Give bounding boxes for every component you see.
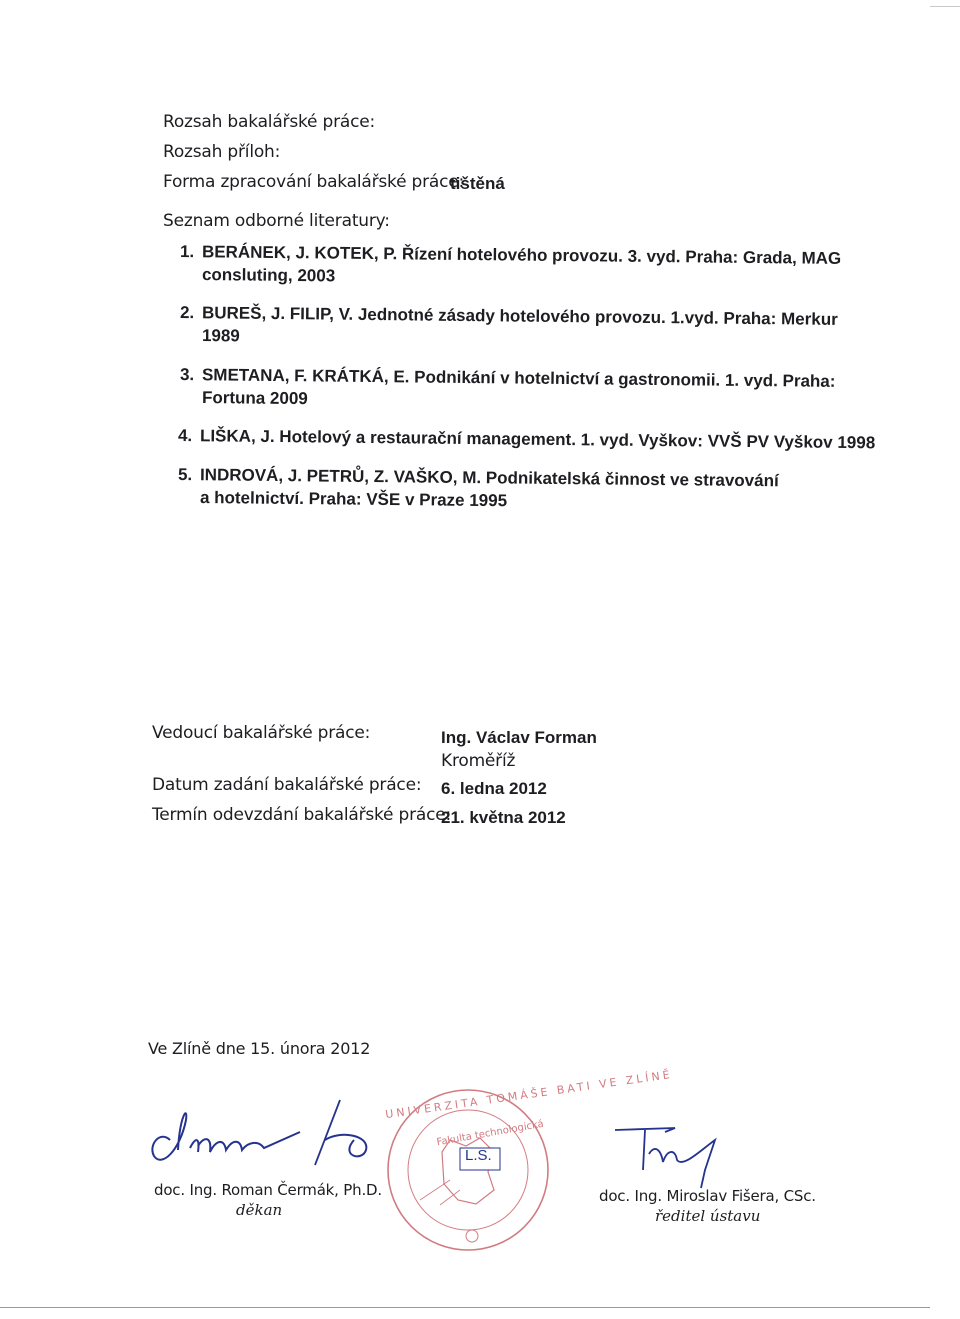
list-item-continuation: 1989 bbox=[201, 326, 240, 346]
scan-edge-line bbox=[930, 6, 960, 7]
list-item-text: INDROVÁ, J. PETRŮ, Z. VAŠKO, M. Podnikatelská činnost ve stravování bbox=[199, 465, 779, 491]
odevzdani-label: Termín odevzdání bakalářské práce: bbox=[152, 805, 452, 825]
list-item-continuation: consluting, 2003 bbox=[201, 265, 336, 286]
stamp-center-text: L.S. bbox=[465, 1147, 492, 1164]
director-signature-icon bbox=[605, 1110, 735, 1190]
list-item-text: BUREŠ, J. FILIP, V. Jednotné zásady hotelového provozu. 1.vyd. Praha: Merkur bbox=[201, 303, 838, 329]
supervisor-city: Kroměříž bbox=[441, 751, 516, 771]
director-name: doc. Ing. Miroslav Fišera, CSc. bbox=[599, 1187, 816, 1205]
list-item-number: 5. bbox=[177, 465, 193, 485]
forma-label: Forma zpracování bakalářské práce: bbox=[163, 172, 465, 192]
list-item-text: LIŠKA, J. Hotelový a restaurační management. 1. vyd. Vyškov: VVŠ PV Vyškov 1998 bbox=[199, 426, 876, 453]
list-item-text: BERÁNEK, J. KOTEK, P. Řízení hotelového provozu. 3. vyd. Praha: Grada, MAG bbox=[201, 242, 842, 268]
list-item-continuation: a hotelnictví. Praha: VŠE v Praze 1995 bbox=[199, 488, 508, 511]
list-item-text: SMETANA, F. KRÁTKÁ, E. Podnikání v hotelnictví a gastronomii. 1. vyd. Praha: bbox=[201, 365, 836, 391]
list-item bbox=[180, 303, 838, 330]
supervisor-label: Vedoucí bakalářské práce: bbox=[152, 723, 371, 743]
list-item bbox=[178, 465, 779, 491]
forma-value: tištěná bbox=[450, 174, 505, 193]
list-item-continuation: Fortuna 2009 bbox=[201, 388, 308, 409]
zadani-label: Datum zadání bakalářské práce: bbox=[152, 775, 422, 795]
rozsah-prace-label: Rozsah bakalářské práce: bbox=[163, 112, 376, 132]
supervisor-name: Ing. Václav Forman bbox=[441, 728, 597, 747]
rozsah-priloh-label: Rozsah příloh: bbox=[163, 142, 281, 162]
dean-name: doc. Ing. Roman Čermák, Ph.D. bbox=[154, 1181, 382, 1199]
list-item-number: 2. bbox=[179, 303, 195, 323]
stamp-inner-text: Fakulta technologická bbox=[435, 1118, 545, 1149]
dean-title: děkan bbox=[236, 1201, 283, 1219]
place-date: Ve Zlíně dne 15. února 2012 bbox=[148, 1039, 371, 1058]
dean-signature-icon bbox=[140, 1090, 380, 1170]
literature-heading: Seznam odborné literatury: bbox=[163, 211, 390, 231]
odevzdani-value: 21. května 2012 bbox=[441, 808, 566, 827]
list-item bbox=[178, 426, 875, 453]
list-item-number: 1. bbox=[179, 242, 195, 262]
list-item-number: 3. bbox=[179, 365, 195, 385]
scan-edge-line bbox=[0, 1307, 930, 1308]
stamp-ring-text: UNIVERZITA TOMÁŠE BATI VE ZLÍNĚ bbox=[384, 1067, 674, 1122]
director-title: ředitel ústavu bbox=[655, 1207, 761, 1225]
list-item-number: 4. bbox=[177, 426, 193, 446]
zadani-value: 6. ledna 2012 bbox=[441, 779, 547, 798]
